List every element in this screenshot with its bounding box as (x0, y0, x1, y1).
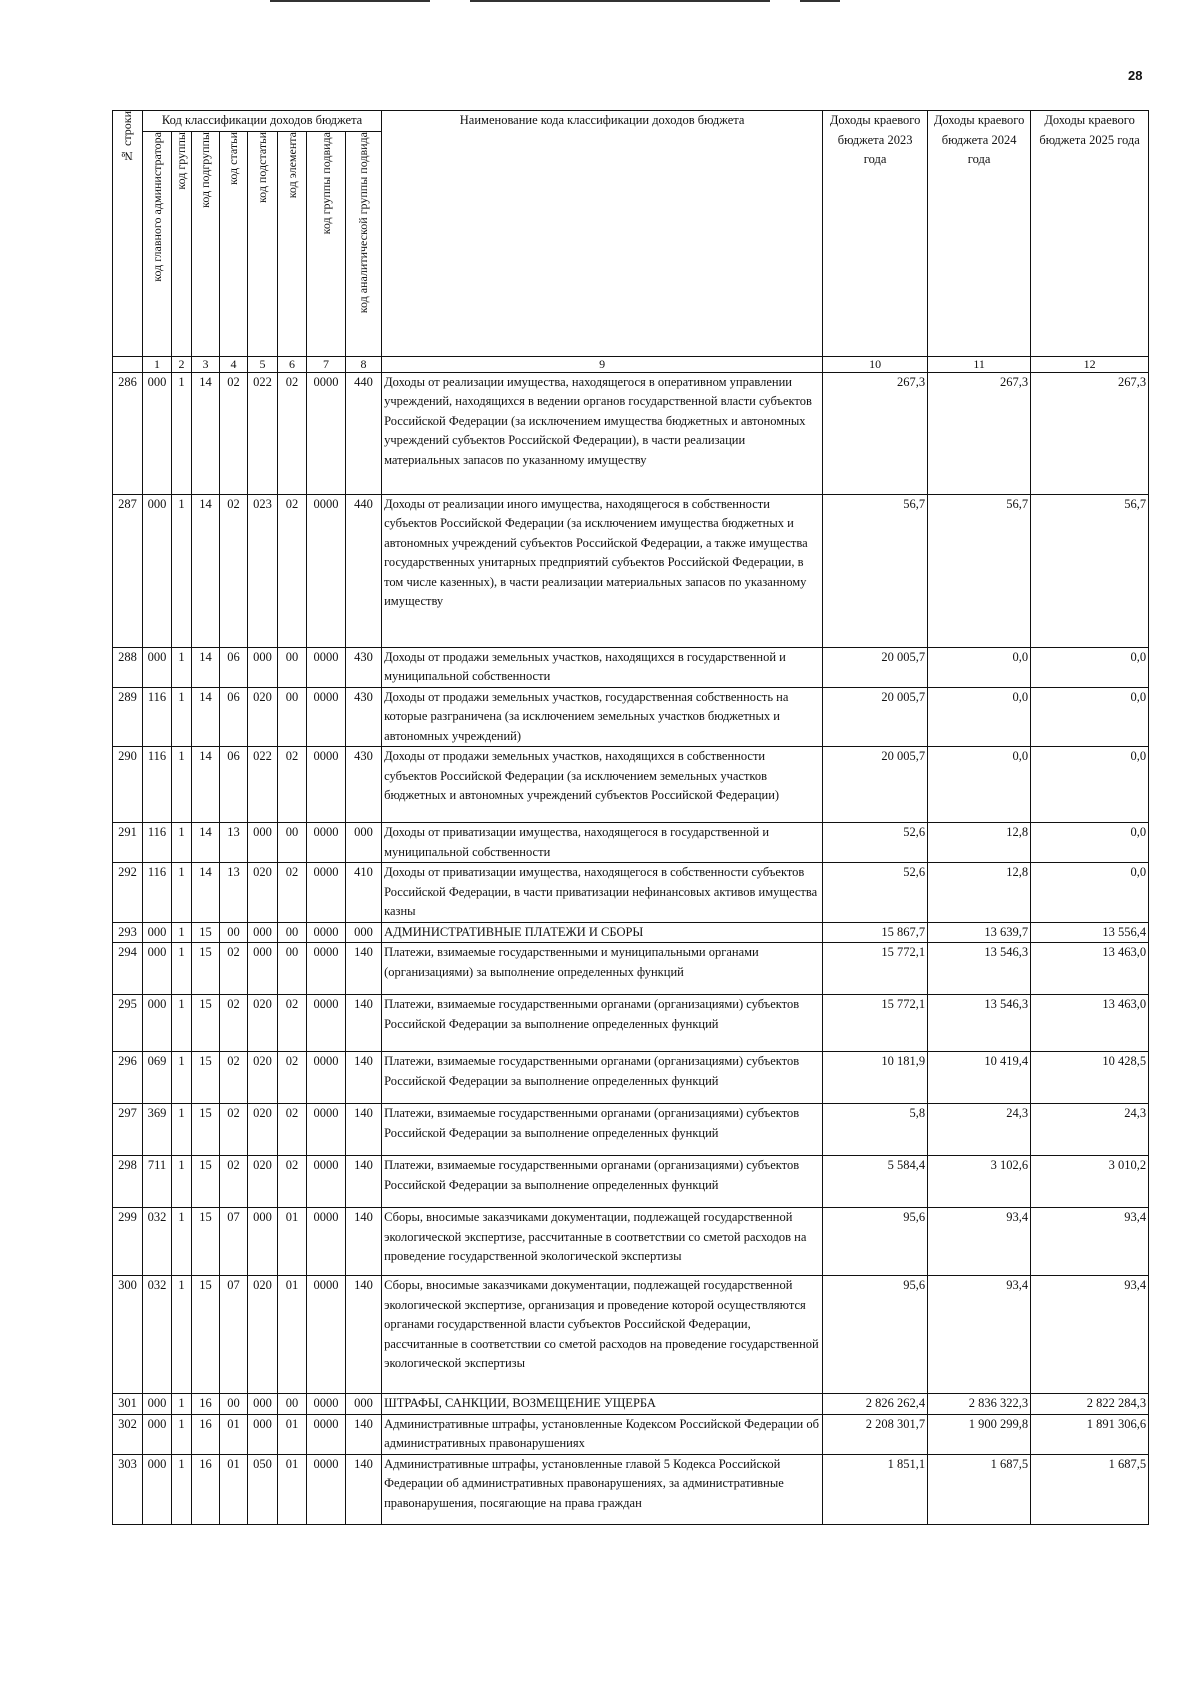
revenue-name-cell: Доходы от продажи земельных участков, находящихся в собственности субъектов Российской Федерации (за исключением земельных участков бюджетных и автономных учреждений субъектов Российской Федерации) (382, 747, 823, 823)
table-row (113, 1104, 1149, 1156)
code-cell-administrator: 000 (143, 1454, 172, 1524)
code-cell-group: 1 (172, 687, 192, 747)
code-cell-analytic-subtype-group: 000 (346, 1394, 382, 1415)
scan-edge-line (470, 0, 770, 2)
revenue-name-cell: Платежи, взимаемые государственными органами (организациями) субъектов Российской Федерации за выполнение определенных функций (382, 995, 823, 1052)
code-cell-administrator: 000 (143, 494, 172, 647)
code-cell-subarticle: 022 (248, 747, 278, 823)
code-cell-administrator: 000 (143, 943, 172, 995)
revenue-2025-cell: 93,4 (1031, 1208, 1149, 1276)
row-number-cell: 286 (113, 372, 143, 494)
table-row (113, 372, 1149, 494)
row-number-cell: 291 (113, 823, 143, 863)
code-cell-subarticle: 000 (248, 922, 278, 943)
code-cell-administrator: 032 (143, 1276, 172, 1394)
revenue-2025-cell: 24,3 (1031, 1104, 1149, 1156)
code-header-article: код статьи (220, 131, 248, 356)
code-cell-article: 01 (220, 1454, 248, 1524)
code-cell-subarticle: 020 (248, 995, 278, 1052)
revenue-name-cell: Административные штрафы, установленные главой 5 Кодекса Российской Федерации об административных правонарушениях, за административные правонарушения, посягающие на права граждан (382, 1454, 823, 1524)
code-cell-group: 1 (172, 823, 192, 863)
code-cell-subtype-group: 0000 (307, 372, 346, 494)
revenue-2025-cell: 13 463,0 (1031, 943, 1149, 995)
table-row (113, 1414, 1149, 1454)
code-cell-subgroup: 15 (192, 1104, 220, 1156)
code-cell-article: 02 (220, 494, 248, 647)
code-cell-article: 06 (220, 747, 248, 823)
code-cell-element: 02 (278, 1156, 307, 1208)
revenue-2024-cell: 3 102,6 (928, 1156, 1031, 1208)
revenue-2024-cell: 13 546,3 (928, 943, 1031, 995)
code-cell-article: 13 (220, 823, 248, 863)
revenue-name-cell: Платежи, взимаемые государственными органами (организациями) субъектов Российской Федерации за выполнение определенных функций (382, 1052, 823, 1104)
code-cell-article: 07 (220, 1208, 248, 1276)
code-cell-administrator: 069 (143, 1052, 172, 1104)
code-cell-subtype-group: 0000 (307, 647, 346, 687)
revenue-2023-cell: 10 181,9 (823, 1052, 928, 1104)
revenue-name-cell: ШТРАФЫ, САНКЦИИ, ВОЗМЕЩЕНИЕ УЩЕРБА (382, 1394, 823, 1415)
code-cell-subgroup: 14 (192, 747, 220, 823)
code-cell-group: 1 (172, 943, 192, 995)
code-cell-administrator: 032 (143, 1208, 172, 1276)
code-cell-administrator: 711 (143, 1156, 172, 1208)
code-cell-subarticle: 020 (248, 863, 278, 923)
revenue-2024-cell: 1 900 299,8 (928, 1414, 1031, 1454)
code-cell-element: 01 (278, 1276, 307, 1394)
revenue-2023-cell: 15 772,1 (823, 995, 928, 1052)
revenue-2024-cell: 0,0 (928, 747, 1031, 823)
row-number-cell: 292 (113, 863, 143, 923)
code-cell-analytic-subtype-group: 140 (346, 943, 382, 995)
revenue-2025-cell: 0,0 (1031, 687, 1149, 747)
code-cell-subarticle: 020 (248, 1156, 278, 1208)
code-cell-group: 1 (172, 863, 192, 923)
row-number-cell: 297 (113, 1104, 143, 1156)
revenue-2023-cell: 2 208 301,7 (823, 1414, 928, 1454)
revenue-2023-cell: 20 005,7 (823, 647, 928, 687)
code-cell-group: 1 (172, 1208, 192, 1276)
page-number: 28 (1128, 68, 1143, 83)
revenue-2023-cell: 5,8 (823, 1104, 928, 1156)
code-cell-element: 01 (278, 1414, 307, 1454)
row-number-cell: 287 (113, 494, 143, 647)
code-cell-article: 07 (220, 1276, 248, 1394)
row-number-cell: 295 (113, 995, 143, 1052)
code-cell-analytic-subtype-group: 140 (346, 995, 382, 1052)
code-cell-group: 1 (172, 1414, 192, 1454)
code-cell-group: 1 (172, 647, 192, 687)
revenue-2024-cell: 1 687,5 (928, 1454, 1031, 1524)
table-row (113, 1156, 1149, 1208)
code-cell-subarticle: 000 (248, 823, 278, 863)
code-cell-subarticle: 050 (248, 1454, 278, 1524)
code-cell-subarticle: 023 (248, 494, 278, 647)
revenue-2024-cell: 93,4 (928, 1276, 1031, 1394)
code-cell-group: 1 (172, 1052, 192, 1104)
revenue-2023-cell: 15 772,1 (823, 943, 928, 995)
code-cell-analytic-subtype-group: 140 (346, 1052, 382, 1104)
column-number: 5 (248, 356, 278, 372)
column-number: 11 (928, 356, 1031, 372)
code-cell-subgroup: 16 (192, 1394, 220, 1415)
code-cell-element: 00 (278, 823, 307, 863)
code-cell-analytic-subtype-group: 140 (346, 1454, 382, 1524)
code-cell-subtype-group: 0000 (307, 823, 346, 863)
revenue-2025-cell: 267,3 (1031, 372, 1149, 494)
revenue-name-cell: Платежи, взимаемые государственными и муниципальными органами (организациями) за выполнение определенных функций (382, 943, 823, 995)
revenue-2024-cell: 10 419,4 (928, 1052, 1031, 1104)
scan-edge-line (270, 0, 430, 2)
revenue-2024-cell: 0,0 (928, 687, 1031, 747)
code-cell-subarticle: 020 (248, 1104, 278, 1156)
table-row (113, 863, 1149, 923)
code-cell-element: 02 (278, 372, 307, 494)
code-header-administrator: код главного администратора (143, 131, 172, 356)
code-cell-element: 00 (278, 647, 307, 687)
code-cell-article: 02 (220, 1104, 248, 1156)
revenue-2023-cell: 95,6 (823, 1208, 928, 1276)
code-cell-subarticle: 000 (248, 1208, 278, 1276)
revenue-2024-cell: 24,3 (928, 1104, 1031, 1156)
code-cell-subtype-group: 0000 (307, 1208, 346, 1276)
code-cell-element: 01 (278, 1454, 307, 1524)
revenue-2024-cell: 0,0 (928, 647, 1031, 687)
code-cell-group: 1 (172, 1104, 192, 1156)
column-number: 8 (346, 356, 382, 372)
code-cell-administrator: 369 (143, 1104, 172, 1156)
revenue-2024-cell: 13 639,7 (928, 922, 1031, 943)
column-number: 3 (192, 356, 220, 372)
code-cell-article: 06 (220, 647, 248, 687)
row-number-header: № строки (113, 111, 143, 357)
revenue-name-cell: Сборы, вносимые заказчиками документации, подлежащей государственной экологической экспертизе, организация и проведение которой осуществляются органами государственной власти субъектов Российской Федерации, рассчитанные в соответствии со сметой расходов на проведение государственной экологической экспертизы (382, 1276, 823, 1394)
code-cell-administrator: 116 (143, 747, 172, 823)
code-cell-analytic-subtype-group: 430 (346, 687, 382, 747)
code-cell-element: 02 (278, 1104, 307, 1156)
code-cell-subtype-group: 0000 (307, 995, 346, 1052)
table-row (113, 1454, 1149, 1524)
code-cell-analytic-subtype-group: 000 (346, 823, 382, 863)
code-cell-element: 00 (278, 687, 307, 747)
revenue-2025-cell: 1 687,5 (1031, 1454, 1149, 1524)
revenue-name-cell: Доходы от приватизации имущества, находящегося в собственности субъектов Российской Федерации, в части приватизации нефинансовых активов имущества казны (382, 863, 823, 923)
code-header-subtype-group: код группы подвида (307, 131, 346, 356)
code-cell-element: 02 (278, 995, 307, 1052)
code-cell-analytic-subtype-group: 140 (346, 1208, 382, 1276)
column-number-row (113, 356, 1149, 372)
revenue-2025-cell: 13 463,0 (1031, 995, 1149, 1052)
code-cell-element: 01 (278, 1208, 307, 1276)
code-cell-article: 02 (220, 943, 248, 995)
code-cell-element: 02 (278, 863, 307, 923)
revenue-name-cell: Доходы от продажи земельных участков, государственная собственность на которые разграничена (за исключением земельных участков бюджетных и автономных учреждений) (382, 687, 823, 747)
revenue-2025-cell: 13 556,4 (1031, 922, 1149, 943)
code-cell-subgroup: 15 (192, 1156, 220, 1208)
code-cell-group: 1 (172, 995, 192, 1052)
revenue-2023-cell: 95,6 (823, 1276, 928, 1394)
table-row (113, 1208, 1149, 1276)
code-cell-subtype-group: 0000 (307, 1394, 346, 1415)
code-cell-analytic-subtype-group: 430 (346, 747, 382, 823)
code-cell-subarticle: 000 (248, 1394, 278, 1415)
column-number: 9 (382, 356, 823, 372)
row-number-cell: 290 (113, 747, 143, 823)
code-cell-group: 1 (172, 922, 192, 943)
code-cell-subgroup: 14 (192, 494, 220, 647)
code-cell-subtype-group: 0000 (307, 1276, 346, 1394)
column-number: 1 (143, 356, 172, 372)
table-row (113, 687, 1149, 747)
column-number (113, 356, 143, 372)
code-cell-administrator: 116 (143, 823, 172, 863)
code-cell-administrator: 000 (143, 922, 172, 943)
row-number-cell: 301 (113, 1394, 143, 1415)
code-cell-subarticle: 020 (248, 1052, 278, 1104)
code-cell-analytic-subtype-group: 410 (346, 863, 382, 923)
code-cell-subgroup: 16 (192, 1414, 220, 1454)
row-number-cell: 293 (113, 922, 143, 943)
code-cell-article: 02 (220, 372, 248, 494)
revenue-2024-cell: 56,7 (928, 494, 1031, 647)
code-cell-group: 1 (172, 1276, 192, 1394)
code-cell-subgroup: 15 (192, 943, 220, 995)
code-cell-subgroup: 14 (192, 863, 220, 923)
code-cell-analytic-subtype-group: 140 (346, 1414, 382, 1454)
code-cell-group: 1 (172, 747, 192, 823)
row-number-cell: 299 (113, 1208, 143, 1276)
code-cell-subtype-group: 0000 (307, 922, 346, 943)
revenue-2024-cell: 267,3 (928, 372, 1031, 494)
table-row (113, 1052, 1149, 1104)
revenue-2023-cell: 20 005,7 (823, 747, 928, 823)
revenue-2025-cell: 1 891 306,6 (1031, 1414, 1149, 1454)
column-number: 7 (307, 356, 346, 372)
revenue-name-cell: Административные штрафы, установленные Кодексом Российской Федерации об административных правонарушениях (382, 1414, 823, 1454)
row-number-cell: 298 (113, 1156, 143, 1208)
revenue-2025-cell: 56,7 (1031, 494, 1149, 647)
revenue-2023-cell: 20 005,7 (823, 687, 928, 747)
code-cell-analytic-subtype-group: 140 (346, 1104, 382, 1156)
table-row (113, 1276, 1149, 1394)
revenue-2023-cell: 2 826 262,4 (823, 1394, 928, 1415)
code-cell-group: 1 (172, 1156, 192, 1208)
code-cell-administrator: 000 (143, 1394, 172, 1415)
revenue-name-cell: АДМИНИСТРАТИВНЫЕ ПЛАТЕЖИ И СБОРЫ (382, 922, 823, 943)
code-cell-subtype-group: 0000 (307, 1104, 346, 1156)
code-cell-group: 1 (172, 1394, 192, 1415)
code-cell-article: 02 (220, 995, 248, 1052)
row-number-cell: 300 (113, 1276, 143, 1394)
revenue-2025-cell: 93,4 (1031, 1276, 1149, 1394)
code-cell-subarticle: 000 (248, 943, 278, 995)
code-cell-subtype-group: 0000 (307, 1052, 346, 1104)
revenue-2025-cell: 0,0 (1031, 747, 1149, 823)
code-cell-subgroup: 16 (192, 1454, 220, 1524)
table-row (113, 943, 1149, 995)
code-cell-article: 01 (220, 1414, 248, 1454)
revenue-name-cell: Сборы, вносимые заказчиками документации, подлежащей государственной экологической экспертизе, рассчитанные в соответствии со сметой расходов на проведение государственной экологической экспертизы (382, 1208, 823, 1276)
code-cell-subtype-group: 0000 (307, 1156, 346, 1208)
code-cell-subtype-group: 0000 (307, 747, 346, 823)
code-cell-element: 00 (278, 943, 307, 995)
table-row (113, 1394, 1149, 1415)
revenue-2024-cell: 12,8 (928, 823, 1031, 863)
code-cell-analytic-subtype-group: 140 (346, 1276, 382, 1394)
code-cell-subgroup: 15 (192, 1208, 220, 1276)
code-cell-article: 02 (220, 1052, 248, 1104)
revenue-2025-cell: 3 010,2 (1031, 1156, 1149, 1208)
code-cell-subgroup: 15 (192, 995, 220, 1052)
table-row (113, 647, 1149, 687)
revenue-2024-header: Доходы краевого бюджета 2024 года (928, 111, 1031, 357)
revenue-2024-cell: 12,8 (928, 863, 1031, 923)
row-number-cell: 288 (113, 647, 143, 687)
revenue-2023-cell: 15 867,7 (823, 922, 928, 943)
code-cell-subtype-group: 0000 (307, 863, 346, 923)
code-cell-subarticle: 000 (248, 647, 278, 687)
code-cell-element: 02 (278, 747, 307, 823)
revenue-name-cell: Доходы от реализации имущества, находящегося в оперативном управлении учреждений, находящихся в ведении органов государственной власти субъектов Российской Федерации (за исключением имущества бюджетных и автономных учреждений субъектов Российской Федерации), в части реализации материальных запасов по указанному имуществу (382, 372, 823, 494)
revenue-2025-cell: 2 822 284,3 (1031, 1394, 1149, 1415)
code-cell-analytic-subtype-group: 000 (346, 922, 382, 943)
code-cell-analytic-subtype-group: 430 (346, 647, 382, 687)
revenue-2023-cell: 56,7 (823, 494, 928, 647)
table-row (113, 494, 1149, 647)
revenue-name-cell: Доходы от продажи земельных участков, находящихся в государственной и муниципальной собственности (382, 647, 823, 687)
code-cell-article: 02 (220, 1156, 248, 1208)
code-header-subarticle: код подстатьи (248, 131, 278, 356)
code-cell-subgroup: 15 (192, 1276, 220, 1394)
code-cell-administrator: 000 (143, 1414, 172, 1454)
code-cell-subtype-group: 0000 (307, 1454, 346, 1524)
name-column-header: Наименование кода классификации доходов бюджета (382, 111, 823, 357)
scan-edge-line (800, 0, 840, 2)
classification-code-group-header: Код классификации доходов бюджета (143, 111, 382, 132)
code-cell-article: 00 (220, 922, 248, 943)
code-cell-administrator: 000 (143, 372, 172, 494)
code-cell-subtype-group: 0000 (307, 687, 346, 747)
code-cell-element: 00 (278, 1394, 307, 1415)
revenue-2023-cell: 52,6 (823, 823, 928, 863)
code-cell-subarticle: 020 (248, 1276, 278, 1394)
code-cell-group: 1 (172, 494, 192, 647)
revenue-name-cell: Платежи, взимаемые государственными органами (организациями) субъектов Российской Федерации за выполнение определенных функций (382, 1156, 823, 1208)
column-number: 12 (1031, 356, 1149, 372)
code-header-element: код элемента (278, 131, 307, 356)
revenue-2023-cell: 1 851,1 (823, 1454, 928, 1524)
revenue-2025-cell: 0,0 (1031, 647, 1149, 687)
revenue-2024-cell: 13 546,3 (928, 995, 1031, 1052)
revenue-2025-cell: 10 428,5 (1031, 1052, 1149, 1104)
code-cell-subgroup: 14 (192, 372, 220, 494)
code-cell-subtype-group: 0000 (307, 1414, 346, 1454)
table-row (113, 823, 1149, 863)
code-header-subgroup: код подгруппы (192, 131, 220, 356)
table-row (113, 995, 1149, 1052)
code-cell-subgroup: 14 (192, 687, 220, 747)
code-cell-administrator: 116 (143, 863, 172, 923)
code-header-group: код группы (172, 131, 192, 356)
code-cell-administrator: 000 (143, 647, 172, 687)
row-number-cell: 296 (113, 1052, 143, 1104)
row-number-cell: 302 (113, 1414, 143, 1454)
code-cell-group: 1 (172, 1454, 192, 1524)
revenue-2025-cell: 0,0 (1031, 863, 1149, 923)
code-cell-analytic-subtype-group: 140 (346, 1156, 382, 1208)
revenue-2023-cell: 5 584,4 (823, 1156, 928, 1208)
revenue-classification-table (112, 110, 1149, 1525)
code-cell-subgroup: 15 (192, 1052, 220, 1104)
revenue-2025-cell: 0,0 (1031, 823, 1149, 863)
code-cell-group: 1 (172, 372, 192, 494)
code-cell-administrator: 000 (143, 995, 172, 1052)
row-number-cell: 294 (113, 943, 143, 995)
revenue-2024-cell: 2 836 322,3 (928, 1394, 1031, 1415)
code-cell-element: 02 (278, 1052, 307, 1104)
column-number: 6 (278, 356, 307, 372)
code-cell-article: 06 (220, 687, 248, 747)
revenue-name-cell: Доходы от приватизации имущества, находящегося в государственной и муниципальной собственности (382, 823, 823, 863)
code-cell-subgroup: 14 (192, 647, 220, 687)
revenue-name-cell: Платежи, взимаемые государственными органами (организациями) субъектов Российской Федерации за выполнение определенных функций (382, 1104, 823, 1156)
code-cell-subarticle: 020 (248, 687, 278, 747)
revenue-2023-header: Доходы краевого бюджета 2023 года (823, 111, 928, 357)
code-cell-subarticle: 000 (248, 1414, 278, 1454)
revenue-2023-cell: 267,3 (823, 372, 928, 494)
code-cell-administrator: 116 (143, 687, 172, 747)
code-cell-analytic-subtype-group: 440 (346, 494, 382, 647)
revenue-2025-header: Доходы краевого бюджета 2025 года (1031, 111, 1149, 357)
table-row (113, 922, 1149, 943)
code-cell-article: 13 (220, 863, 248, 923)
code-cell-subgroup: 15 (192, 922, 220, 943)
revenue-name-cell: Доходы от реализации иного имущества, находящегося в собственности субъектов Российской Федерации (за исключением имущества бюджетных и автономных учреждений субъектов Российской Федерации, а также имущества государственных унитарных предприятий субъектов Российской Федерации, в том числе казенных), в части реализации материальных запасов по указанному имуществу (382, 494, 823, 647)
code-cell-subtype-group: 0000 (307, 943, 346, 995)
code-cell-article: 00 (220, 1394, 248, 1415)
code-cell-subtype-group: 0000 (307, 494, 346, 647)
code-cell-subarticle: 022 (248, 372, 278, 494)
code-cell-element: 02 (278, 494, 307, 647)
table-row (113, 747, 1149, 823)
code-header-analytic-subtype-group: код аналитической группы подвида (346, 131, 382, 356)
revenue-2023-cell: 52,6 (823, 863, 928, 923)
row-number-cell: 303 (113, 1454, 143, 1524)
row-number-cell: 289 (113, 687, 143, 747)
code-cell-element: 00 (278, 922, 307, 943)
revenue-2024-cell: 93,4 (928, 1208, 1031, 1276)
code-cell-analytic-subtype-group: 440 (346, 372, 382, 494)
column-number: 10 (823, 356, 928, 372)
code-cell-subgroup: 14 (192, 823, 220, 863)
column-number: 2 (172, 356, 192, 372)
column-number: 4 (220, 356, 248, 372)
